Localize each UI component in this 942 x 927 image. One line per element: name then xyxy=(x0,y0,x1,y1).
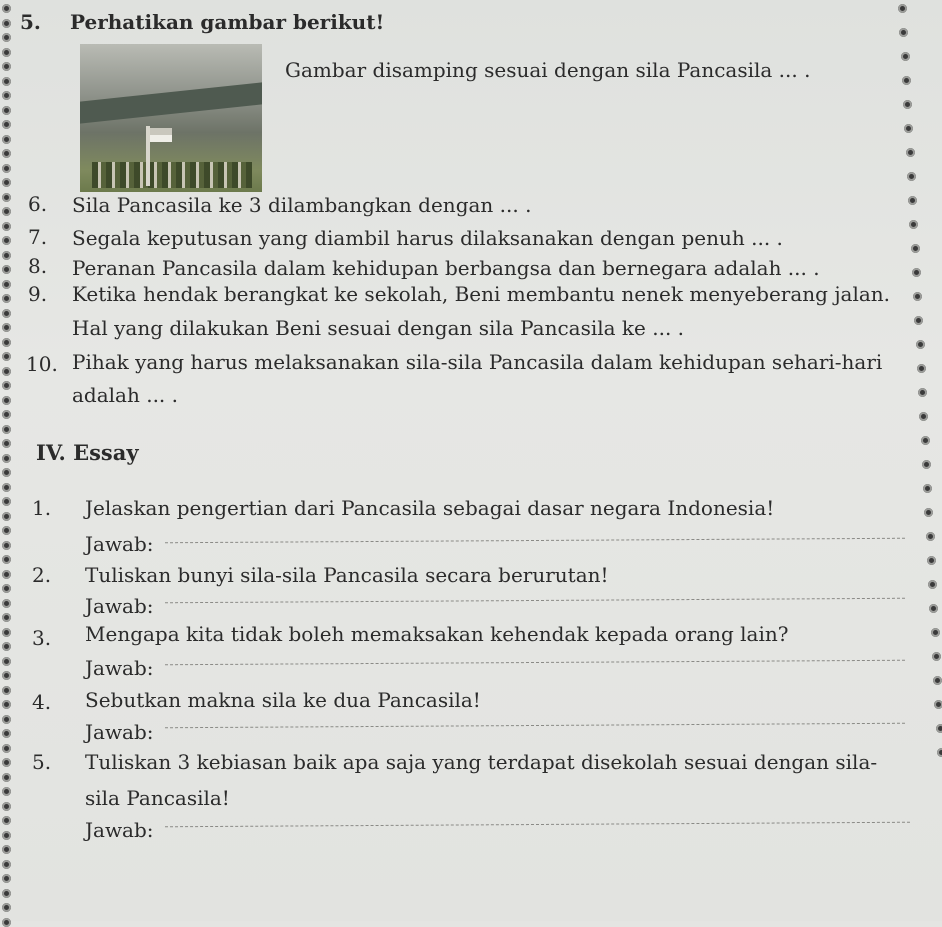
essay-3-answer-line[interactable] xyxy=(165,660,905,666)
binding-dot xyxy=(2,222,11,231)
binding-dot xyxy=(2,48,11,57)
binding-dot xyxy=(2,918,11,927)
essay-5-question-line2: sila Pancasila! xyxy=(85,786,230,810)
binding-dot xyxy=(2,468,11,477)
binding-dot xyxy=(936,724,942,733)
essay-1-answer-line[interactable] xyxy=(165,538,905,544)
essay-3-question: Mengapa kita tidak boleh memaksakan kehendak kepada orang lain? xyxy=(85,622,789,646)
q9-number: 9. xyxy=(28,282,48,306)
binding-dot xyxy=(2,831,11,840)
binding-dot xyxy=(2,773,11,782)
binding-dot xyxy=(912,268,921,277)
binding-dot xyxy=(2,396,11,405)
binding-dot xyxy=(906,148,915,157)
binding-dot xyxy=(2,744,11,753)
essay-4-question: Sebutkan makna sila ke dua Pancasila! xyxy=(85,688,481,712)
binding-dot xyxy=(922,460,931,469)
q7-number: 7. xyxy=(28,225,48,249)
binding-dot xyxy=(903,100,912,109)
binding-dot xyxy=(937,748,942,757)
essay-5-number: 5. xyxy=(32,750,52,774)
binding-dot xyxy=(2,671,11,680)
binding-dot xyxy=(928,580,937,589)
binding-dot xyxy=(2,193,11,202)
q10-number: 10. xyxy=(26,352,58,376)
q7-text: Segala keputusan yang diambil harus dilaksanakan dengan penuh ... . xyxy=(72,226,783,250)
binding-dot xyxy=(2,4,11,13)
binding-dot xyxy=(917,364,926,373)
q9-line1: Ketika hendak berangkat ke sekolah, Beni membantu nenek menyeberang jalan. xyxy=(72,282,890,306)
binding-dot xyxy=(2,613,11,622)
binding-dot xyxy=(929,604,938,613)
essay-5-question-line1: Tuliskan 3 kebiasan baik apa saja yang terdapat disekolah sesuai dengan sila- xyxy=(85,750,878,774)
binding-dot xyxy=(2,294,11,303)
binding-dot xyxy=(926,532,935,541)
binding-dot xyxy=(2,207,11,216)
binding-dot xyxy=(2,425,11,434)
binding-dot xyxy=(2,889,11,898)
essay-2-question: Tuliskan bunyi sila-sila Pancasila secara berurutan! xyxy=(85,563,609,587)
binding-dot xyxy=(899,28,908,37)
binding-dot xyxy=(927,556,936,565)
binding-dot xyxy=(2,164,11,173)
binding-dot xyxy=(2,845,11,854)
q6-text: Sila Pancasila ke 3 dilambangkan dengan ... . xyxy=(72,193,532,217)
binding-dot xyxy=(2,352,11,361)
binding-dot xyxy=(2,686,11,695)
binding-dot xyxy=(921,436,930,445)
binding-dot xyxy=(907,172,916,181)
essay-4-number: 4. xyxy=(32,690,52,714)
binding-dot xyxy=(2,19,11,28)
binding-dot xyxy=(2,236,11,245)
binding-dot xyxy=(2,439,11,448)
q8-number: 8. xyxy=(28,254,48,278)
q5-photo-flag-ceremony xyxy=(80,44,262,192)
binding-dot xyxy=(919,412,928,421)
binding-dot xyxy=(2,874,11,883)
q8-text: Peranan Pancasila dalam kehidupan berbangsa dan bernegara adalah ... . xyxy=(72,256,820,280)
binding-dot xyxy=(2,178,11,187)
binding-dot xyxy=(2,454,11,463)
binding-dot xyxy=(2,555,11,564)
q6-number: 6. xyxy=(28,192,48,216)
binding-dot xyxy=(2,599,11,608)
binding-dot xyxy=(934,700,942,709)
binding-dot xyxy=(2,135,11,144)
binding-dot xyxy=(2,338,11,347)
binding-dot xyxy=(2,512,11,521)
q10-line2: adalah ... . xyxy=(72,383,178,407)
binding-dot xyxy=(2,526,11,535)
binding-dot xyxy=(902,76,911,85)
binding-dot xyxy=(2,381,11,390)
essay-2-answer-label: Jawab: xyxy=(85,594,154,618)
binding-dot xyxy=(2,77,11,86)
essay-5-answer-label: Jawab: xyxy=(85,818,154,842)
essay-4-answer-label: Jawab: xyxy=(85,720,154,744)
q10-line1: Pihak yang harus melaksanakan sila-sila Pancasila dalam kehidupan sehari-hari xyxy=(72,350,883,374)
binding-dot xyxy=(2,251,11,260)
q9-line2: Hal yang dilakukan Beni sesuai dengan sila Pancasila ke ... . xyxy=(72,316,685,340)
binding-dot xyxy=(2,700,11,709)
binding-dot xyxy=(2,541,11,550)
binding-dot xyxy=(918,388,927,397)
binding-dot xyxy=(2,91,11,100)
essay-3-number: 3. xyxy=(32,626,52,650)
binding-dot xyxy=(2,715,11,724)
binding-dot xyxy=(2,497,11,506)
binding-dot xyxy=(2,323,11,332)
binding-dot xyxy=(2,570,11,579)
binding-dot xyxy=(911,244,920,253)
binding-dot xyxy=(908,196,917,205)
binding-dot xyxy=(2,584,11,593)
essay-2-answer-line[interactable] xyxy=(165,598,905,604)
binding-dot xyxy=(2,33,11,42)
binding-dot xyxy=(2,860,11,869)
binding-dot xyxy=(931,628,940,637)
binding-dot xyxy=(924,508,933,517)
binding-dot xyxy=(2,787,11,796)
binding-dot xyxy=(2,758,11,767)
binding-dot xyxy=(2,106,11,115)
binding-dot xyxy=(2,642,11,651)
binding-dot xyxy=(2,657,11,666)
binding-dot xyxy=(901,52,910,61)
essay-3-answer-label: Jawab: xyxy=(85,656,154,680)
binding-dot xyxy=(2,280,11,289)
binding-dot xyxy=(898,4,907,13)
q5-title: Perhatikan gambar berikut! xyxy=(70,10,385,34)
binding-dot xyxy=(2,149,11,158)
binding-dot xyxy=(2,367,11,376)
binding-dot xyxy=(2,309,11,318)
q5-text: Gambar disamping sesuai dengan sila Pancasila ... . xyxy=(285,58,811,82)
binding-dot xyxy=(2,903,11,912)
binding-dots-left xyxy=(2,0,16,921)
binding-dot xyxy=(2,816,11,825)
binding-dot xyxy=(913,292,922,301)
essay-2-number: 2. xyxy=(32,563,52,587)
binding-dot xyxy=(904,124,913,133)
binding-dot xyxy=(914,316,923,325)
binding-dots-right xyxy=(908,0,922,921)
binding-dot xyxy=(909,220,918,229)
binding-dot xyxy=(2,62,11,71)
binding-dot xyxy=(916,340,925,349)
essay-1-answer-label: Jawab: xyxy=(85,532,154,556)
essay-4-answer-line[interactable] xyxy=(165,723,905,729)
binding-dot xyxy=(2,628,11,637)
binding-dot xyxy=(2,265,11,274)
essay-5-answer-line[interactable] xyxy=(165,822,910,828)
section-title: IV. Essay xyxy=(36,440,139,465)
binding-dot xyxy=(2,410,11,419)
binding-dot xyxy=(923,484,932,493)
binding-dot xyxy=(2,802,11,811)
binding-dot xyxy=(2,120,11,129)
essay-1-number: 1. xyxy=(32,496,52,520)
binding-dot xyxy=(932,652,941,661)
binding-dot xyxy=(2,729,11,738)
binding-dot xyxy=(2,483,11,492)
essay-1-question: Jelaskan pengertian dari Pancasila sebagai dasar negara Indonesia! xyxy=(85,496,775,520)
q5-number: 5. xyxy=(20,10,41,34)
binding-dot xyxy=(933,676,942,685)
